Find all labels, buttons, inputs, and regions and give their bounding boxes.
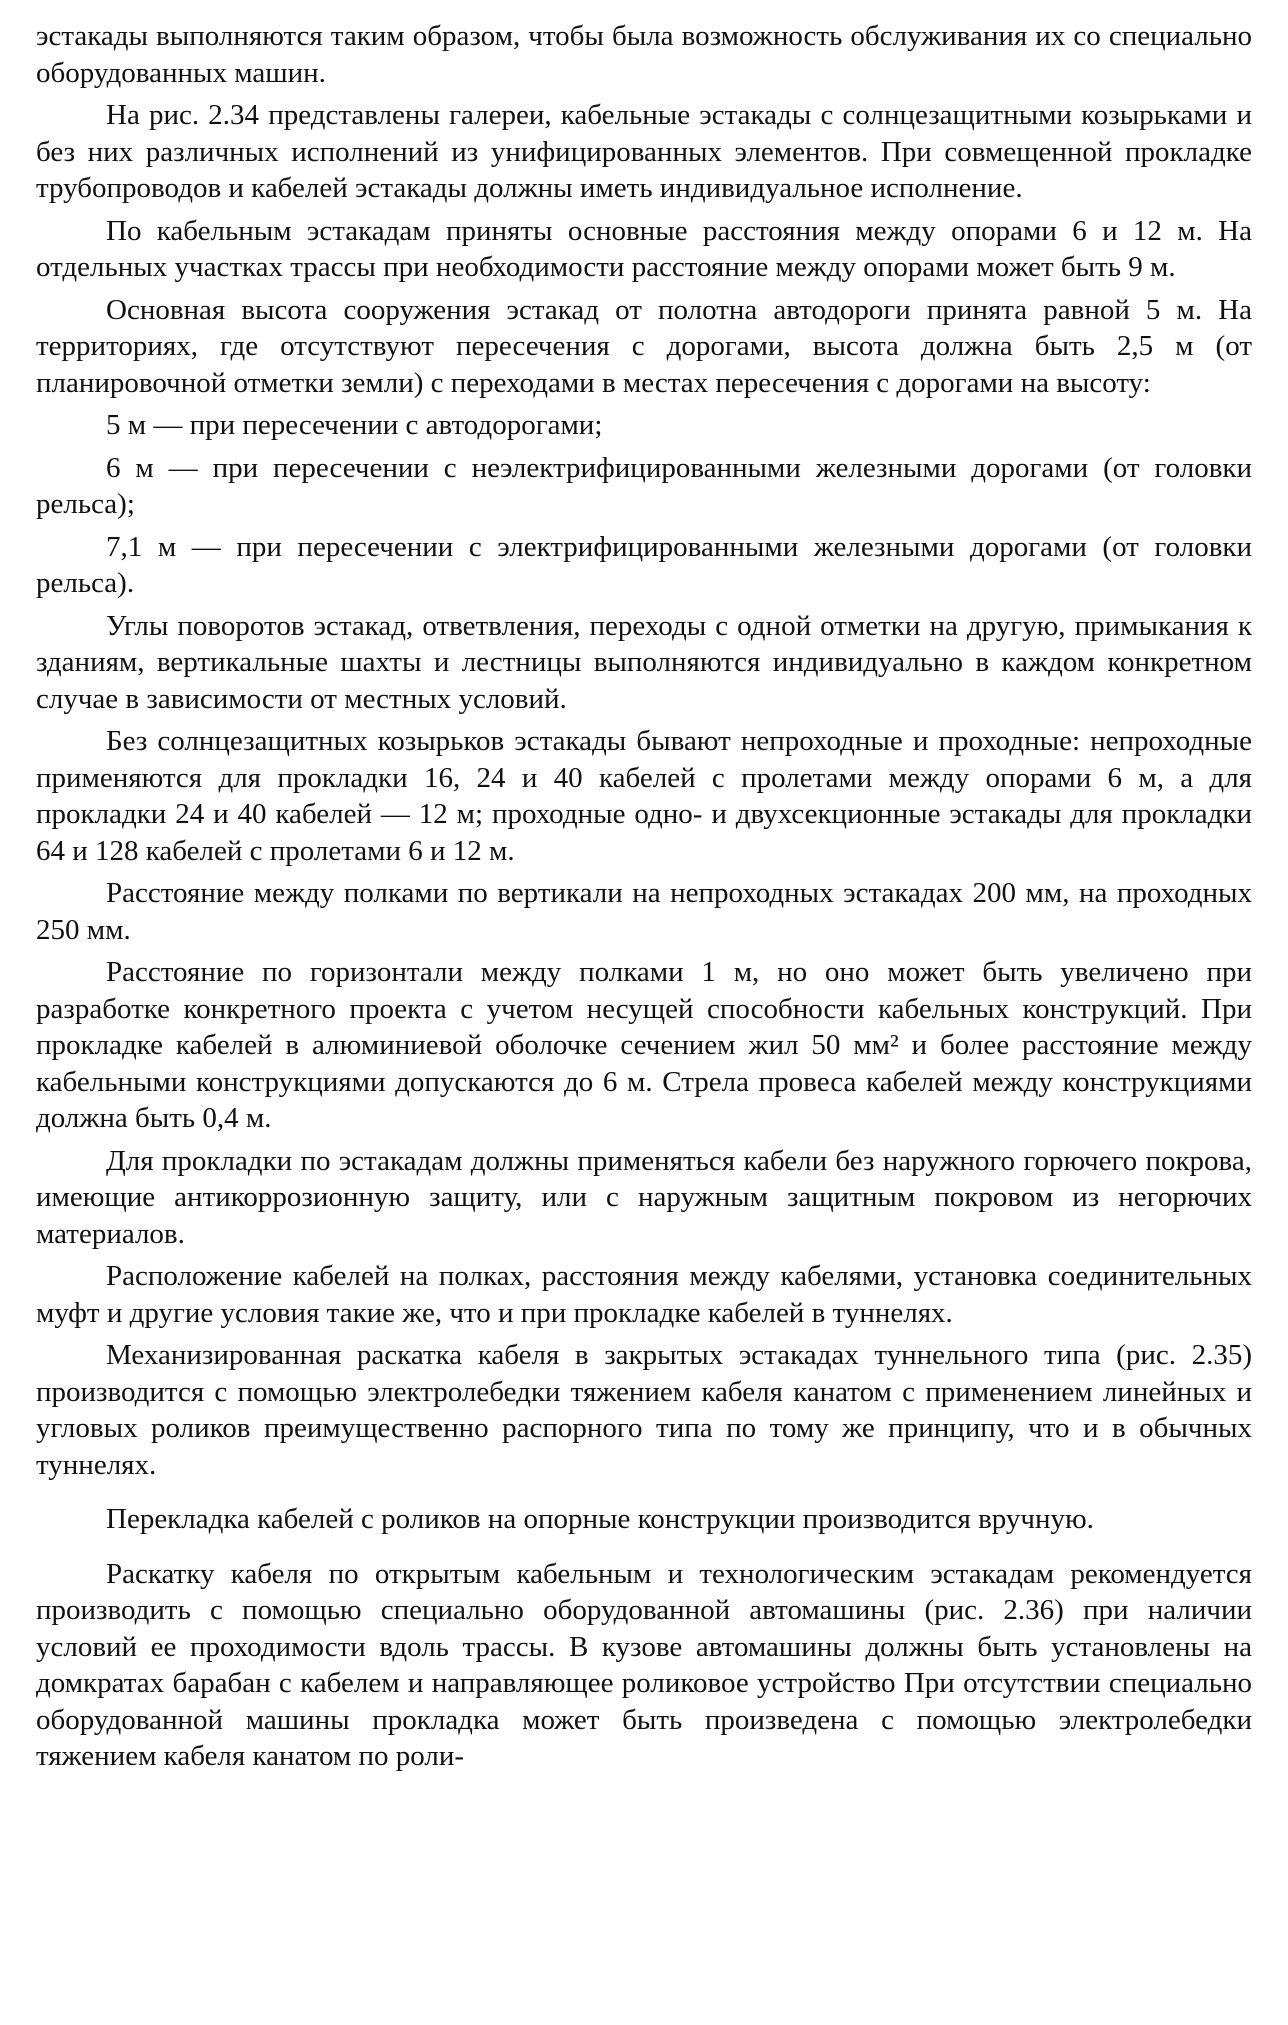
paragraph-cable-types: Для прокладки по эстакадам должны применяться кабели без наружного горючего покрова, имеющие антикоррозионную защиту, или с наружным защитным покровом из негорючих материалов. xyxy=(36,1144,1252,1250)
paragraph-without-sunshades: Без солнцезащитных козырьков эстакады бывают непроходные и проходные: непроходные применяются для прокладки 16, 24 и 40 кабелей с пролетами между опорами 6 м, а для прокладки 24 и 40 кабелей — 12 м; проходные одно- и двухсекционные эстакады для прокладки 64 и 128 кабелей с пролетами 6 и 12 м. xyxy=(36,725,1252,867)
paragraph-vertical-distance: Расстояние между полками по вертикали на непроходных эстакадах 200 мм, на проходных 250 мм. xyxy=(36,877,1252,946)
paragraph-continuation: эстакады выполняются таким образом, чтобы была возможность обслуживания их со специально оборудованных машин. xyxy=(36,20,1252,89)
paragraph-cable-arrangement: Расположение кабелей на полках, расстояния между кабелями, установка соединительных муфт и другие условия такие же, что и при прокладке кабелей в туннелях. xyxy=(36,1260,1252,1329)
paragraph-support-distances: По кабельным эстакадам приняты основные расстояния между опорами 6 и 12 м. На отдельных участках трассы при необходимости расстояние между опорами может быть 9 м. xyxy=(36,214,1252,283)
paragraph-turn-angles: Углы поворотов эстакад, ответвления, переходы с одной отметки на другую, примыкания к зданиям, вертикальные шахты и лестницы выполняются индивидуально в каждом конкретном случае в зависимости от местных условий. xyxy=(36,609,1252,715)
paragraph-manual-transfer: Перекладка кабелей с роликов на опорные конструкции производится вручную. xyxy=(106,1503,1094,1535)
paragraph-horizontal-distance: Расстояние по горизонтали между полками 1 м, но оно может быть увеличено при разработке конкретного проекта с учетом несущей способности кабельных конструкций. При прокладке кабелей в алюминиевой оболочке сечением жил 50 мм² и более расстояние между кабельными конструкциями допускаются до 6 м. Стрела провеса кабелей между конструкциями должна быть 0,4 м. xyxy=(36,956,1252,1134)
list-item-5m: 5 м — при пересечении с автодорогами; xyxy=(106,409,603,441)
paragraph-height: Основная высота сооружения эстакад от полотна автодороги принята равной 5 м. На территориях, где отсутствуют пересечения с дорогами, высота должна быть 2,5 м (от планировочной отметки земли) с переходами в местах пересечения с дорогами на высоту: xyxy=(36,293,1252,399)
list-item-7-1m: 7,1 м — при пересечении с электрифицированными железными дорогами (от головки рельса). xyxy=(36,530,1252,599)
paragraph-galleries: На рис. 2.34 представлены галереи, кабельные эстакады с солнцезащитными козырьками и без них различных исполнений из унифицированных элементов. При совмещенной прокладке трубопроводов и кабелей эстакады должны иметь индивидуальное исполнение. xyxy=(36,99,1252,204)
paragraph-open-rolling: Раскатку кабеля по открытым кабельным и технологическим эстакадам рекомендуется производить с помощью специально оборудованной автомашины (рис. 2.36) при наличии условий ее проходимости вдоль трассы. В кузове автомашины должны быть установлены на домкратах барабан с кабелем и направляющее роликовое устройство При отсутствии специально оборудованной машины прокладка может быть произведена с помощью электролебедки тяжением кабеля канатом по роли- xyxy=(36,1557,1252,1772)
list-item-6m: 6 м — при пересечении с неэлектрифицированными железными дорогами (от головки рельса); xyxy=(36,451,1252,520)
paragraph-mechanized-rolling: Механизированная раскатка кабеля в закрытых эстакадах туннельного типа (рис. 2.35) производится с помощью электролебедки тяжением кабеля канатом с применением линейных и угловых роликов преимущественно распорного типа по тому же принципу, что и в обычных туннелях. xyxy=(36,1339,1252,1481)
